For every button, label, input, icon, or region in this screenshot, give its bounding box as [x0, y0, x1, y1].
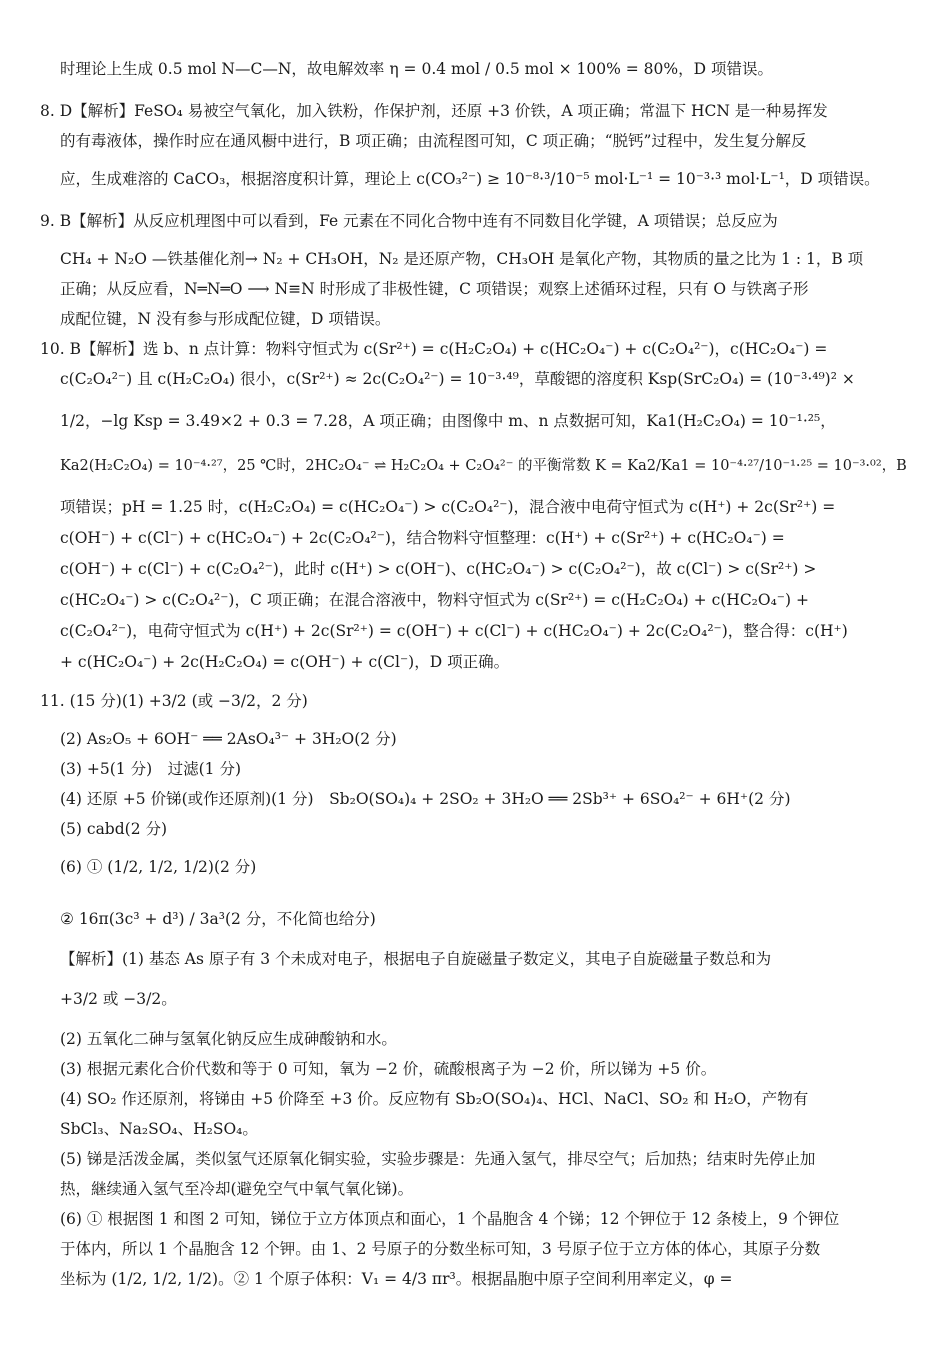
text-line: CH₄ + N₂O —铁基催化剂→ N₂ + CH₃OH，N₂ 是还原产物，CH₃OH 是氧化产物，其物质的量之比为 1 : 1，B 项	[60, 250, 864, 268]
answer-10-heading-line: 10. B【解析】选 b、n 点计算：物料守恒式为 c(Sr²⁺) = c(H₂C₂O₄) + c(HC₂O₄⁻) + c(C₂O₄²⁻)，c(HC₂O₄⁻) =	[40, 340, 828, 358]
text-line: (5) cabd(2 分)	[60, 820, 168, 838]
text-line: 成配位键，N 没有参与形成配位键，D 项错误。	[60, 310, 391, 328]
text-line: (6) ① (1/2, 1/2, 1/2)(2 分)	[60, 858, 257, 876]
text-line: c(OH⁻) + c(Cl⁻) + c(C₂O₄²⁻)，此时 c(H⁺) > c(OH⁻)、c(HC₂O₄⁻) > c(C₂O₄²⁻)，故 c(Cl⁻) > c(Sr²⁺) >	[60, 560, 817, 578]
text-line: 的有毒液体，操作时应在通风橱中进行，B 项正确；由流程图可知，C 项正确；“脱钙”过程中，发生复分解反	[60, 132, 807, 150]
text-line: SbCl₃、Na₂SO₄、H₂SO₄。	[60, 1120, 258, 1138]
text-line: c(C₂O₄²⁻) 且 c(H₂C₂O₄) 很小，c(Sr²⁺) ≈ 2c(C₂O₄²⁻) = 10⁻³·⁴⁹，草酸锶的溶度积 Ksp(SrC₂O₄) = (10⁻³·⁴⁹)² ×	[60, 370, 855, 388]
text-line: 应，生成难溶的 CaCO₃，根据溶度积计算，理论上 c(CO₃²⁻) ≥ 10⁻⁸·³/10⁻⁵ mol·L⁻¹ = 10⁻³·³ mol·L⁻¹，D 项错误。	[60, 170, 880, 188]
text-line: (4) SO₂ 作还原剂，将锑由 +5 价降至 +3 价。反应物有 Sb₂O(SO₄)₄、HCl、NaCl、SO₂ 和 H₂O，产物有	[60, 1090, 809, 1108]
text-line: (6) ① 根据图 1 和图 2 可知，锑位于立方体顶点和面心，1 个晶胞含 4 个锑；12 个钾位于 12 条棱上，9 个钾位	[60, 1210, 840, 1228]
text-line: ② 16π(3c³ + d³) / 3a³(2 分，不化简也给分)	[60, 910, 376, 928]
answer-8-heading-line: 8. D【解析】FeSO₄ 易被空气氧化，加入铁粉，作保护剂，还原 +3 价铁，A 项正确；常温下 HCN 是一种易挥发	[40, 102, 828, 120]
text-line: 热，継续通入氢气至冷却(避免空气中氧气氧化锑)。	[60, 1180, 414, 1198]
text-line: c(OH⁻) + c(Cl⁻) + c(HC₂O₄⁻) + 2c(C₂O₄²⁻)，结合物料守恒整理：c(H⁺) + c(Sr²⁺) + c(HC₂O₄⁻) =	[60, 529, 785, 547]
text-line: 时理论上生成 0.5 mol N—C—N，故电解效率 η = 0.4 mol / 0.5 mol × 100% = 80%，D 项错误。	[60, 60, 773, 78]
text-line: c(HC₂O₄⁻) > c(C₂O₄²⁻)，C 项正确；在混合溶液中，物料守恒式为 c(Sr²⁺) = c(H₂C₂O₄) + c(HC₂O₄⁻) +	[60, 591, 809, 609]
text-line: 坐标为 (1/2, 1/2, 1/2)。② 1 个原子体积：V₁ = 4/3 πr³。根据晶胞中原子空间利用率定义，φ =	[60, 1270, 733, 1288]
text-line: (4) 还原 +5 价锑(或作还原剂)(1 分) Sb₂O(SO₄)₄ + 2SO₂ + 3H₂O ══ 2Sb³⁺ + 6SO₄²⁻ + 6H⁺(2 分)	[60, 790, 791, 808]
text-line: 1/2，−lg Ksp = 3.49×2 + 0.3 = 7.28，A 项正确；由图像中 m、n 点数据可知，Ka1(H₂C₂O₄) = 10⁻¹·²⁵，	[60, 412, 836, 430]
text-line: + c(HC₂O₄⁻) + 2c(H₂C₂O₄) = c(OH⁻) + c(Cl⁻)，D 项正确。	[60, 653, 510, 671]
text-line: (3) 根据元素化合价代数和等于 0 可知，氧为 −2 价，硫酸根离子为 −2 价，所以锑为 +5 价。	[60, 1060, 717, 1078]
answer-11-heading-line: 11. (15 分)(1) +3/2 (或 −3/2，2 分)	[40, 692, 308, 710]
text-line: (5) 锑是活泼金属，类似氢气还原氧化铜实验，实验步骤是：先通入氢气，排尽空气；后加热；结束时先停止加	[60, 1150, 816, 1168]
text-line: 正确；从反应看，N═N═O ⟶ N≡N 时形成了非极性键，C 项错误；观察上述循环过程，只有 O 与铁离子形	[60, 280, 809, 298]
text-line: (3) +5(1 分) 过滤(1 分)	[60, 760, 241, 778]
analysis-heading-line: 【解析】(1) 基态 As 原子有 3 个未成对电子，根据电子自旋磁量子数定义，其电子自旋磁量子数总和为	[60, 950, 772, 968]
text-line: c(C₂O₄²⁻)，电荷守恒式为 c(H⁺) + 2c(Sr²⁺) = c(OH⁻) + c(Cl⁻) + c(HC₂O₄⁻) + 2c(C₂O₄²⁻)，整合得：c(H⁺)	[60, 622, 848, 640]
text-line: 项错误；pH = 1.25 时，c(H₂C₂O₄) = c(HC₂O₄⁻) > c(C₂O₄²⁻)，混合液中电荷守恒式为 c(H⁺) + 2c(Sr²⁺) =	[60, 498, 836, 516]
text-line: (2) As₂O₅ + 6OH⁻ ══ 2AsO₄³⁻ + 3H₂O(2 分)	[60, 730, 397, 748]
answer-9-heading-line: 9. B【解析】从反应机理图中可以看到，Fe 元素在不同化合物中连有不同数目化学键，A 项错误；总反应为	[40, 212, 778, 230]
text-line: Ka2(H₂C₂O₄) = 10⁻⁴·²⁷，25 ℃时，2HC₂O₄⁻ ⇌ H₂C₂O₄ + C₂O₄²⁻ 的平衡常数 K = Ka2/Ka1 = 10⁻⁴·²⁷/10⁻¹·²⁵ = 10⁻³·⁰²，B	[60, 458, 907, 474]
text-line: 于体内，所以 1 个晶胞含 12 个钾。由 1、2 号原子的分数坐标可知，3 号原子位于立方体的体心，其原子分数	[60, 1240, 821, 1258]
text-line: (2) 五氧化二砷与氢氧化钠反应生成砷酸钠和水。	[60, 1030, 397, 1048]
text-line: +3/2 或 −3/2。	[60, 990, 177, 1008]
